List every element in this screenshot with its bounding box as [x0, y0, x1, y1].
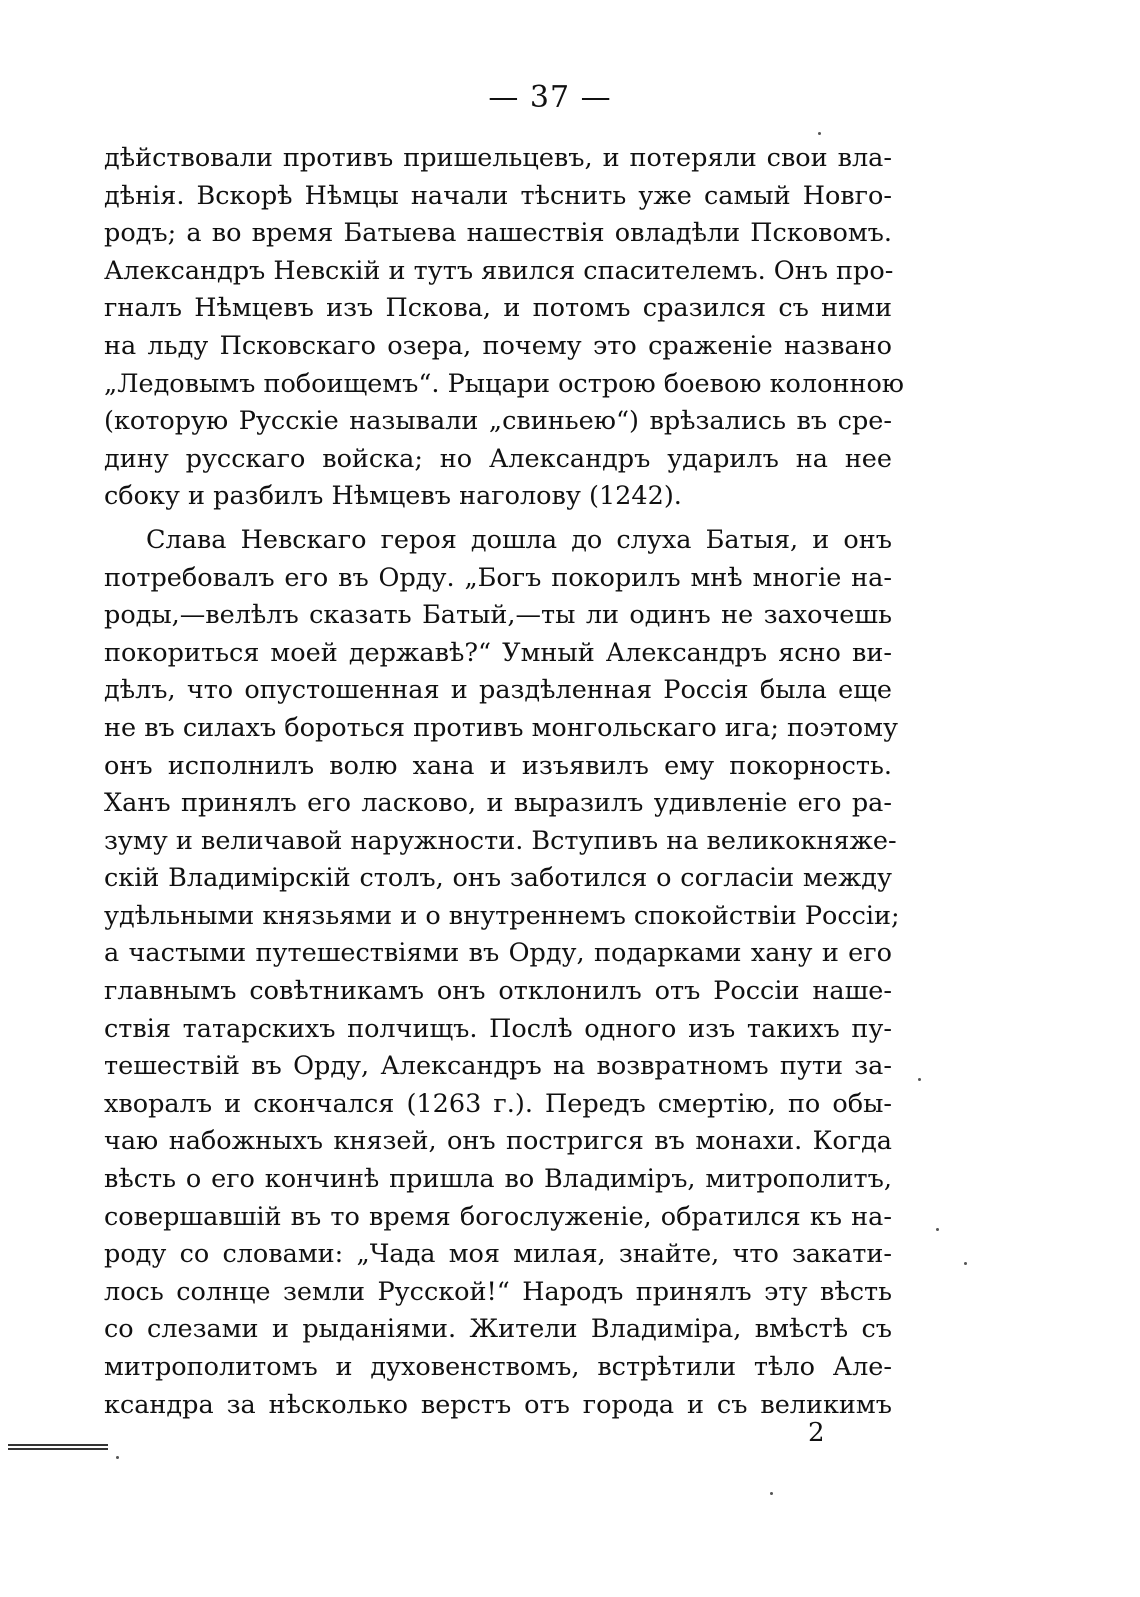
scan-speck: [818, 132, 821, 135]
text-line: ствія татарскихъ полчищъ. Послѣ одного изъ такихъ пу-: [104, 1013, 892, 1044]
body-text: [104, 140, 905, 1424]
text-line: родъ; а во время Батыева нашествія овладѣли Псковомъ.: [104, 218, 892, 249]
text-line: дѣнія. Вскорѣ Нѣмцы начали тѣснить уже самый Новго-: [104, 180, 892, 211]
text-line: со слезами и рыданіями. Жители Владиміра, вмѣстѣ съ: [104, 1314, 892, 1345]
text-line: лось солнце земли Русской!“ Народъ принялъ эту вѣсть: [104, 1276, 892, 1307]
text-line: на льду Псковскаго озера, почему это сраженіе названо: [104, 330, 892, 361]
page-number: — 37 —: [488, 80, 612, 115]
text-line: зуму и величавой наружности. Вступивъ на великокняже-: [104, 825, 897, 856]
text-line: (которую Русскіе называли „свиньею“) врѣзались въ сре-: [104, 406, 892, 437]
text-line: скій Владимірскій столъ, онъ заботился о согласіи между: [104, 863, 892, 894]
scan-speck: [116, 1456, 119, 1459]
text-line: „Ледовымъ побоищемъ“. Рыцари острою боевою колонною: [104, 368, 905, 399]
text-line: Слава Невскаго героя дошла до слуха Батыя, и онъ: [146, 524, 892, 555]
text-line: Ханъ принялъ его ласково, и выразилъ удивленіе его ра-: [104, 788, 892, 819]
scan-speck: [918, 1078, 921, 1081]
text-line: Александръ Невскій и тутъ явился спасителемъ. Онъ про-: [104, 255, 894, 286]
scan-artifact-dash: [8, 1444, 108, 1448]
text-line: главнымъ совѣтникамъ онъ отклонилъ отъ Россіи наше-: [104, 976, 892, 1007]
text-line: роды,—велѣлъ сказать Батый,—ты ли одинъ не захочешь: [104, 600, 892, 631]
text-line: ксандра за нѣсколько верстъ отъ города и съ великимъ: [104, 1389, 892, 1420]
signature-mark: 2: [808, 1418, 825, 1448]
text-line: дѣлъ, что опустошенная и раздѣленная Россія была еще: [104, 675, 892, 706]
text-line: вѣсть о его кончинѣ пришла во Владиміръ, митрополитъ,: [104, 1164, 892, 1195]
text-line: онъ исполнилъ волю хана и изъявилъ ему покорность.: [104, 750, 892, 781]
text-line: удѣльными князьями и о внутреннемъ спокойствіи Россіи;: [104, 900, 900, 931]
text-line: хворалъ и скончался (1263 г.). Передъ смертію, по обы-: [104, 1088, 892, 1119]
text-line: роду со словами: „Чада моя милая, знайте, что закати-: [104, 1239, 892, 1270]
text-line: не въ силахъ бороться противъ монгольскаго ига; поэтому: [104, 712, 898, 743]
text-line: потребовалъ его въ Орду. „Богъ покорилъ мнѣ многіе на-: [104, 562, 892, 593]
text-line: митрополитомъ и духовенствомъ, встрѣтили тѣло Але-: [104, 1352, 892, 1382]
scan-speck: [964, 1262, 967, 1265]
text-line: чаю набожныхъ князей, онъ постригся въ монахи. Когда: [104, 1126, 892, 1157]
scan-speck: [770, 1492, 773, 1495]
text-line: гналъ Нѣмцевъ изъ Пскова, и потомъ сразился съ ними: [104, 293, 892, 324]
text-line: покориться моей державѣ?“ Умный Александръ ясно ви-: [104, 637, 892, 668]
text-line: совершавшій въ то время богослуженіе, обратился къ на-: [104, 1201, 892, 1232]
scan-speck: [936, 1228, 939, 1231]
text-line: а частыми путешествіями въ Орду, подарками хану и его: [104, 938, 892, 969]
text-line: тешествій въ Орду, Александръ на возвратномъ пути за-: [104, 1051, 892, 1082]
text-line: дѣйствовали противъ пришельцевъ, и потеряли свои вла-: [104, 143, 892, 173]
text-line: сбоку и разбилъ Нѣмцевъ наголову (1242).: [104, 481, 682, 512]
text-line: дину русскаго войска; но Александръ ударилъ на нее: [104, 443, 892, 474]
